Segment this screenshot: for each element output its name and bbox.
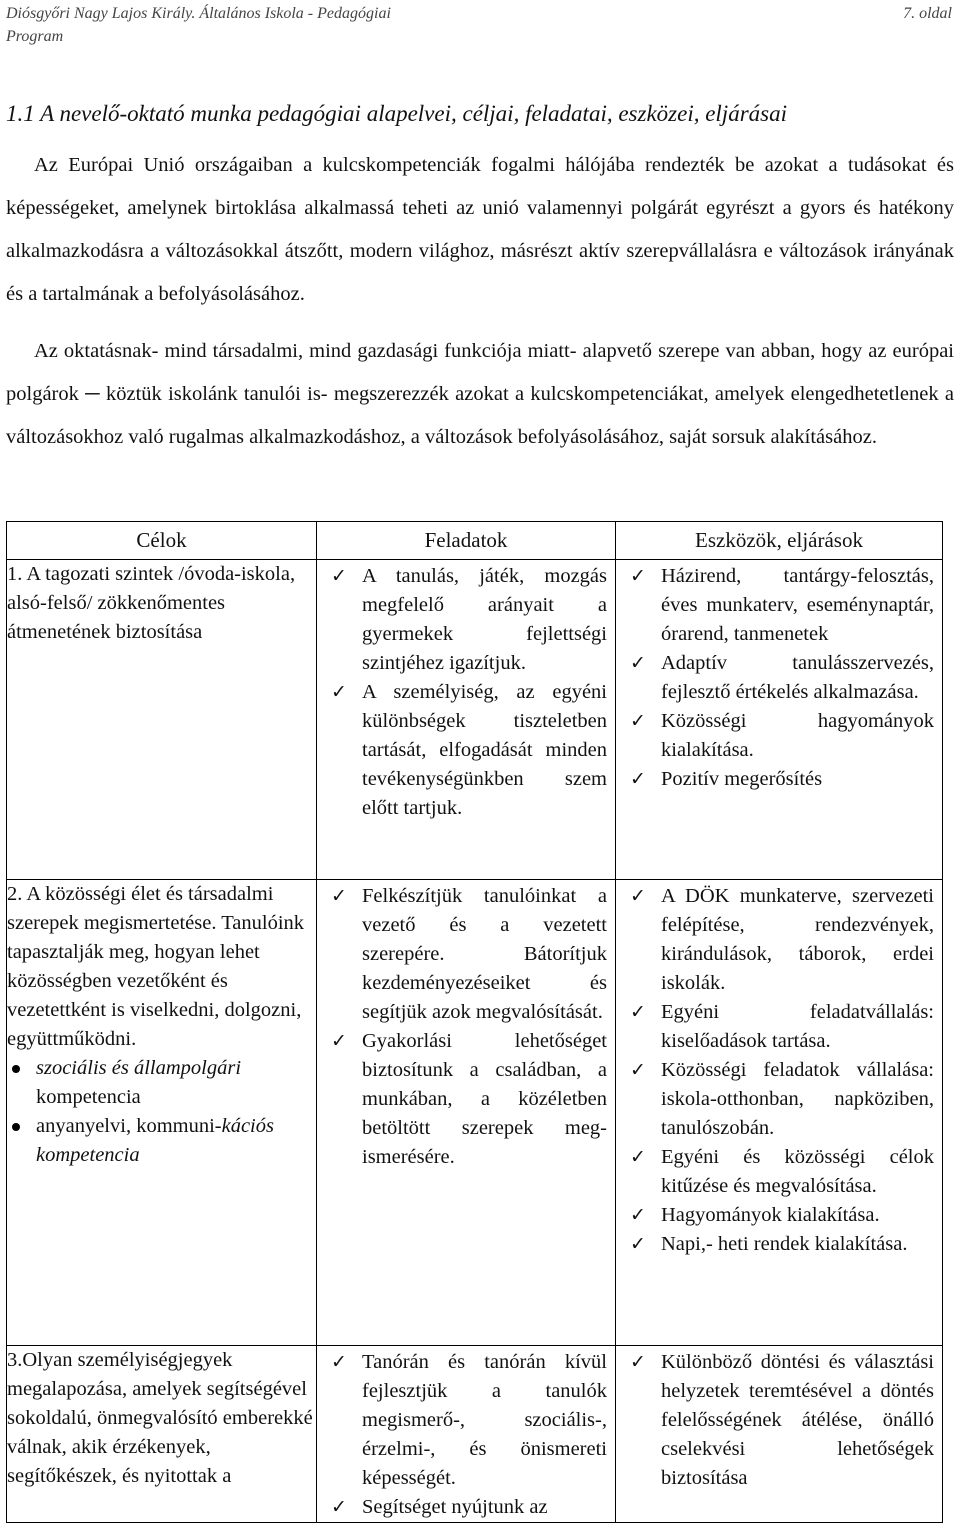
- goal-text: 2. A közösségi élet és társadalmi szerepek megismertetése. Tanulóink tapasztalják meg, hogyan lehet közösségben vezetőként és vezetettként is viselkedni, dolgozni, együttműködni.: [7, 883, 305, 1050]
- tools-cell: [616, 560, 943, 880]
- check-icon: ✓: [630, 710, 646, 732]
- intro-paragraph-2: Az oktatásnak- mind társadalmi, mind gazdasági funkciója miatt- alapvető szerepe van abban, hogy az európai polgárok ─ köztük iskolánk tanulói is- megszerezzék azokat a kulcskompetenciákat, amelyek elengedhetetlenek a változásokhoz való rugalmas alkalmazkodáshoz, a változások befolyásolásához, saját sorsuk alakításához.: [6, 340, 954, 448]
- tools-cell: [616, 1346, 943, 1523]
- competence-item: anyanyelvi, kommuni-kációs kompetencia: [7, 1112, 316, 1170]
- task-item: ✓ Tanórán és tanórán kívül fejlesztjük a tanulók megismerő-, szociális-, érzelmi-, és önismereti képességét.: [331, 1348, 607, 1493]
- task-item: ✓ Segítséget nyújtunk az: [331, 1493, 607, 1522]
- goal-cell: [7, 880, 317, 1346]
- check-icon: ✓: [630, 1059, 646, 1081]
- header-goals: Célok: [7, 522, 317, 560]
- section-heading: 1.1 A nevelő-oktató munka pedagógiai alapelvei, céljai, feladatai, eszközei, eljárásai: [6, 101, 787, 126]
- check-icon: ✓: [630, 565, 646, 587]
- check-icon: ✓: [630, 1204, 646, 1226]
- header-tools: Eszközök, eljárások: [616, 522, 943, 560]
- table-row: [7, 880, 943, 1346]
- table-row: [7, 560, 943, 880]
- check-icon: ✓: [331, 1351, 347, 1373]
- task-item: ✓ A személyiség, az egyéni különbségek tiszteletben tartását, elfogadását minden tevékenységünkben szem előtt tartjuk.: [331, 678, 607, 823]
- header-page-number: 7. oldal: [903, 5, 952, 22]
- tool-item: ✓ Egyéni feladatvállalás: kiselőadások tartása.: [630, 998, 934, 1056]
- check-icon: ✓: [331, 681, 347, 703]
- check-icon: ✓: [630, 1351, 646, 1373]
- goal-cell: [7, 1346, 317, 1523]
- tool-item: ✓ Napi,- heti rendek kialakítása.: [630, 1230, 934, 1259]
- task-item: ✓ A tanulás, játék, mozgás megfelelő arányait a gyermekek fejlettségi szintjéhez igazítjuk.: [331, 562, 607, 678]
- tasks-cell: [317, 880, 616, 1346]
- goals-table: [6, 521, 943, 1523]
- tasks-cell: [317, 1346, 616, 1523]
- check-icon: ✓: [630, 1001, 646, 1023]
- tool-item: ✓ Közösségi feladatok vállalása: iskola-otthonban, napköziben, tanulószobán.: [630, 1056, 934, 1143]
- check-icon: ✓: [331, 885, 347, 907]
- check-icon: ✓: [630, 885, 646, 907]
- task-item: ✓ Gyakorlási lehetőséget biztosítunk a családban, a munkában, a közéletben betöltött szerepek meg-ismerésére.: [331, 1027, 607, 1172]
- header-tasks: Feladatok: [317, 522, 616, 560]
- competence-list: [7, 1054, 316, 1170]
- intro-paragraph-1: Az Európai Unió országaiban a kulcskompetenciák fogalmi hálójába rendezték be azokat a tudásokat és képességeket, amelynek birtoklása alkalmassá teheti az unió valamennyi polgárát egyrészt a gyors és hatékony alkalmazkodásra a változásokkal átszőtt, modern világhoz, másrészt aktív szerepvállalásra e változások irányának és a tartalmának a befolyásolásához.: [6, 154, 954, 305]
- check-icon: ✓: [630, 768, 646, 790]
- task-item: ✓ Felkészítjük tanulóinkat a vezető és a vezetett szerepére. Bátorítjuk kezdeményezéseiket és segítjük azok megvalósítását.: [331, 882, 607, 1027]
- check-icon: ✓: [331, 1030, 347, 1052]
- tasks-cell: [317, 560, 616, 880]
- header-school-name: Diósgyőri Nagy Lajos Király. Általános Iskola - Pedagógiai Program: [6, 5, 391, 45]
- tools-cell: [616, 880, 943, 1346]
- tool-item: ✓ Adaptív tanulásszervezés, fejlesztő értékelés alkalmazása.: [630, 649, 934, 707]
- competence-item: szociális és állampolgári kompetencia: [7, 1054, 316, 1112]
- goal-text: 1. A tagozati szintek /óvoda-iskola, alsó-felső/ zökkenőmentes átmenetének biztosítása: [7, 563, 296, 643]
- tool-item: ✓ Házirend, tantárgy-felosztás, éves munkaterv, eseménynaptár, órarend, tanmenetek: [630, 562, 934, 649]
- tool-item: ✓ Közösségi hagyományok kialakítása.: [630, 707, 934, 765]
- tool-item: ✓ Különböző döntési és választási helyzetek teremtésével a döntés felelősségének átélése, önálló cselekvési lehetőségek biztosítása: [630, 1348, 934, 1493]
- tool-item: ✓ Egyéni és közösségi célok kitűzése és megvalósítása.: [630, 1143, 934, 1201]
- goal-cell: [7, 560, 317, 880]
- check-icon: ✓: [630, 1233, 646, 1255]
- tool-item: ✓ Hagyományok kialakítása.: [630, 1201, 934, 1230]
- check-icon: ✓: [331, 1496, 347, 1518]
- table-header-row: [7, 522, 943, 560]
- check-icon: ✓: [331, 565, 347, 587]
- tool-item: ✓ A DÖK munkaterve, szervezeti felépítése, rendezvények, kirándulások, táborok, erdei iskolák.: [630, 882, 934, 998]
- check-icon: ✓: [630, 1146, 646, 1168]
- goal-text: 3.Olyan személyiségjegyek megalapozása, amelyek segítségével sokoldalú, önmegvalósító emberekké válnak, akik érzékenyek, segítőkészek, és nyitottak a: [7, 1349, 313, 1487]
- check-icon: ✓: [630, 652, 646, 674]
- tool-item: ✓ Pozitív megerősítés: [630, 765, 934, 794]
- table-row: [7, 1346, 943, 1523]
